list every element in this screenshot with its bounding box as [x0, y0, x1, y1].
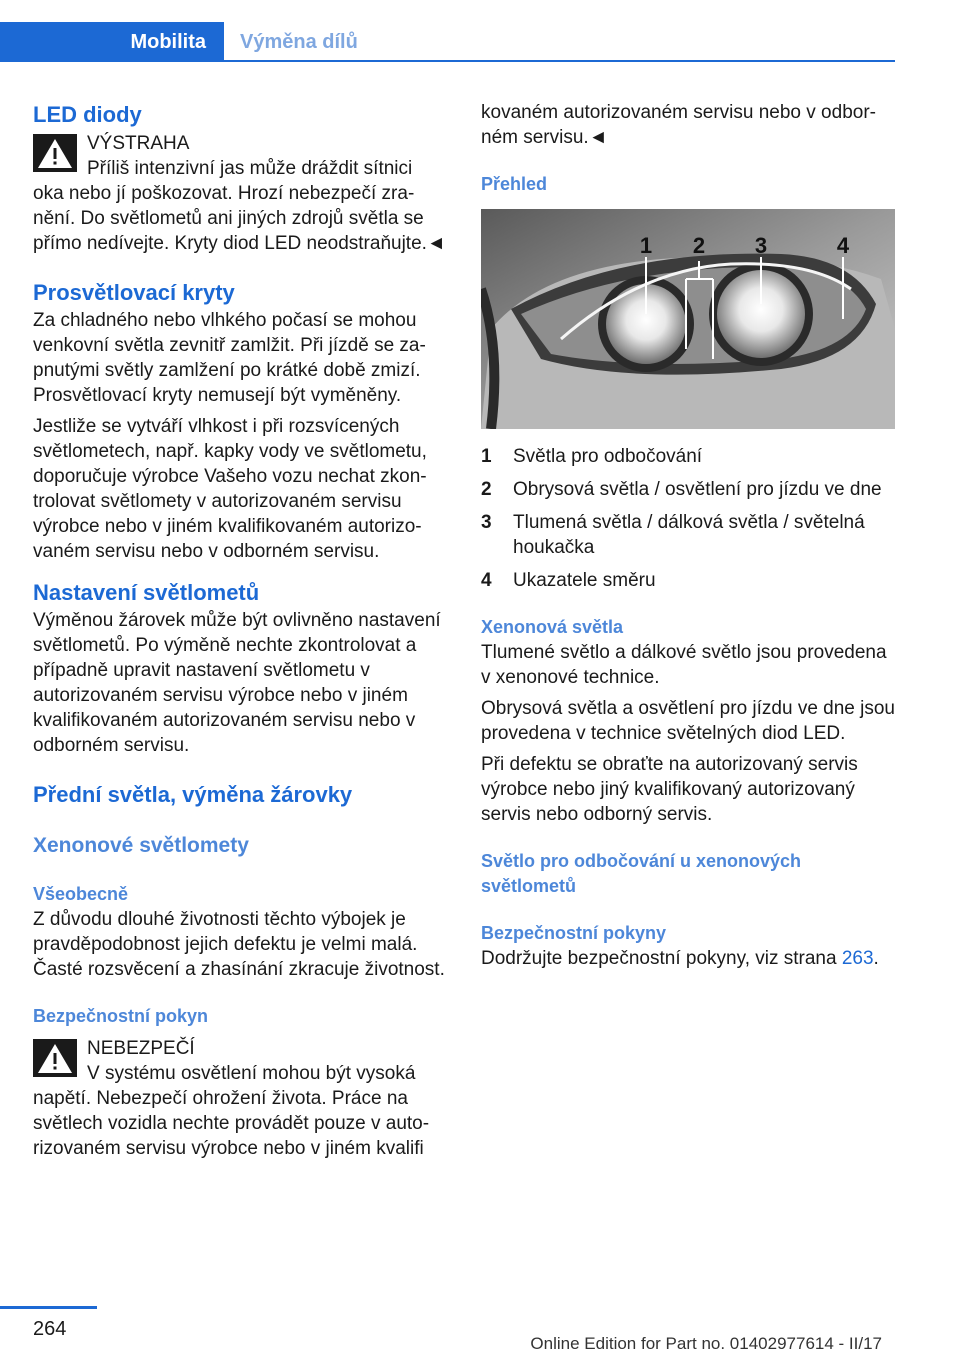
xenon-paragraph-3: Při defektu se obraťte na autorizovaný servis výrobce nebo jiný kvalifikovaný autorizovaný servis nebo odborný servis.	[481, 754, 858, 825]
general-heading: Všeobecně	[33, 884, 129, 904]
warning-triangle-icon	[33, 134, 77, 172]
xenon-paragraph-1: Tlumené světlo a dálkové světlo jsou provedena v xenonové technice.	[481, 642, 887, 688]
danger-text: V systému osvětlení mohou být vysoká napětí. Nebezpečí ohrožení života. Práce na světlech vozidla nechte provádět pouze v autorizovaném servisu výrobce nebo v jiném kvalifi	[33, 1063, 430, 1159]
warning-title: VÝSTRAHA	[87, 133, 190, 154]
legend-item	[481, 477, 895, 502]
adjust-heading: Nastavení světlometů	[33, 580, 260, 605]
legend-number: 3	[481, 512, 492, 533]
legend-number: 1	[481, 446, 492, 467]
danger-title: NEBEZPEČÍ	[87, 1038, 195, 1059]
safety-instructions-heading: Bezpečnostní pokyny	[481, 923, 667, 943]
legend-item	[481, 510, 895, 560]
safety-text: Dodržujte bezpečnostní pokyny, viz strana	[481, 948, 842, 969]
covers-paragraph: Za chladného nebo vlhkého počasí se mohou venkovní světla zevnitř zamlžit. Při jízdě se zapnutými světly zamlžení po krátké době zmizí. Prosvětlovací kryty nemusejí být vyměněny.	[33, 310, 426, 406]
covers-heading: Prosvětlovací kryty	[33, 280, 235, 305]
figure-label-3: 3	[754, 233, 768, 258]
covers-paragraph-2: Jestliže se vytváří vlhkost i při rozsvícených světlometech, např. kapky vody ve světlometu, doporučuje výrobce Vašeho vozu nechat zkontrolovat světlomety v autorizovaném servisu výrobce nebo v jiném kvalifikovaném autorizovaném servisu nebo v odborném servisu.	[33, 416, 427, 562]
legend-text: Tlumená světla / dálková světla / světelná houkačka	[513, 512, 865, 558]
warning-triangle-icon	[33, 1039, 77, 1077]
danger-block	[33, 1035, 448, 1161]
warning-block	[33, 130, 448, 256]
front-lights-heading: Přední světla, výměna žárovky	[33, 782, 353, 807]
legend-number: 4	[481, 570, 492, 591]
continued-text: kovaném autorizovaném servisu nebo v odborném servisu.◄	[481, 102, 876, 148]
legend-item	[481, 444, 895, 469]
led-heading: LED diody	[33, 102, 142, 127]
page-number: 264	[33, 1318, 67, 1340]
figure-legend	[481, 444, 895, 593]
xenon-paragraph-2: Obrysová světla a osvětlení pro jízdu ve dne jsou provedena v technice světelných diod LED.	[481, 698, 896, 744]
section-tab: Mobilita	[0, 22, 224, 62]
general-paragraph: Z důvodu dlouhé životnosti těchto výbojek je pravděpodobnost jejich defektu je velmi malá. Časté rozsvěcení a zhasínání zkracuje životnost.	[33, 909, 445, 980]
right-column	[481, 100, 895, 971]
figure-label-2: 2	[692, 233, 706, 258]
headlight-figure	[481, 209, 895, 429]
page-header	[0, 0, 960, 62]
header-rule	[224, 60, 895, 62]
left-column	[33, 100, 448, 1161]
legend-item	[481, 568, 895, 593]
legend-text: Světla pro odbočování	[513, 446, 703, 467]
legend-text: Ukazatele směru	[513, 570, 656, 591]
safety-heading: Bezpečnostní pokyn	[33, 1006, 209, 1026]
adjust-paragraph: Výměnou žárovek může být ovlivněno nastavení světlometů. Po výměně nechte zkontrolovat a případně upravit nastavení světlometu v autorizovaném servisu výrobce nebo v jiném kvalifikovaném autorizovaném servisu nebo v odborném servisu.	[33, 610, 441, 756]
cornering-heading: Světlo pro odbočování u xenonových světlometů	[481, 851, 802, 896]
page-reference-link[interactable]: 263	[841, 948, 874, 969]
legend-number: 2	[481, 479, 492, 500]
chapter-tab: Výměna dílů	[240, 30, 358, 53]
figure-label-1: 1	[639, 233, 653, 258]
xenon-headlights-heading: Xenonové světlomety	[33, 834, 249, 857]
edition-note: Online Edition for Part no. 01402977614 - II/17	[530, 1334, 882, 1353]
footer-rule	[0, 1306, 97, 1309]
safety-text-end: .	[873, 948, 879, 969]
legend-text: Obrysová světla / osvětlení pro jízdu ve dne	[513, 479, 882, 500]
safety-paragraph	[481, 946, 895, 971]
figure-label-4: 4	[836, 233, 850, 258]
overview-heading: Přehled	[481, 174, 548, 194]
xenon-lights-heading: Xenonová světla	[481, 617, 624, 637]
warning-text: Příliš intenzivní jas může dráždit sítnici oka nebo jí poškozovat. Hrozí nebezpečí zranění. Do světlometů ani jiných zdrojů světla se přímo nedívejte. Kryty diod LED neodstraňujte.◄	[33, 158, 446, 254]
